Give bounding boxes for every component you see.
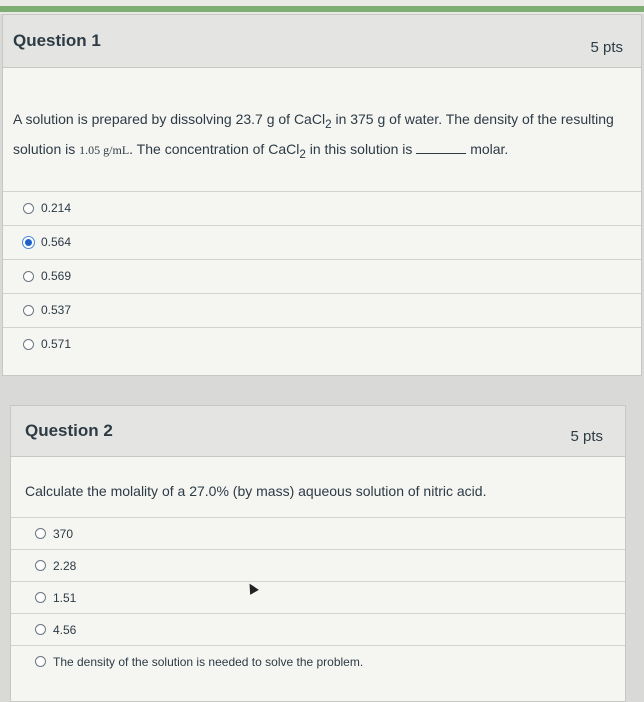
accent-bar	[0, 6, 644, 12]
radio-button[interactable]	[23, 339, 34, 350]
question-1-answers	[3, 191, 641, 361]
question-1-text: A solution is prepared by dissolving 23.7 g of CaCl$_2$ in 375 g of water. The density of the resulting solution is 1.05 g/mL. The concentration of CaCl$_2$ in this solution is molar.	[13, 111, 614, 161]
answer-option[interactable]	[3, 327, 641, 361]
answer-option[interactable]	[3, 293, 641, 327]
radio-button[interactable]	[35, 656, 46, 667]
answer-label: 0.569	[41, 269, 72, 283]
answer-option[interactable]	[11, 581, 625, 613]
answer-label: 0.571	[41, 337, 72, 351]
radio-button[interactable]	[35, 528, 46, 539]
answer-label: 0.537	[41, 303, 72, 317]
question-2-text: Calculate the molality of a 27.0% (by mass) aqueous solution of nitric acid.	[25, 483, 487, 499]
answer-label: 1.51	[53, 591, 77, 605]
radio-button[interactable]	[23, 305, 34, 316]
answer-option[interactable]	[3, 259, 641, 293]
answer-option[interactable]	[11, 549, 625, 581]
question-1-title: Question 1	[13, 31, 101, 50]
question-2-title: Question 2	[25, 421, 113, 440]
question-2-points: 5 pts	[570, 428, 603, 445]
answer-blank	[416, 141, 466, 154]
radio-button[interactable]	[23, 271, 34, 282]
radio-button-selected[interactable]	[23, 237, 34, 248]
answer-label: 4.56	[53, 623, 77, 637]
answer-label: The density of the solution is needed to solve the problem.	[53, 655, 364, 669]
radio-button[interactable]	[35, 624, 46, 635]
question-1-points: 5 pts	[590, 39, 623, 56]
answer-label: 0.214	[41, 201, 72, 215]
answer-option[interactable]	[3, 191, 641, 225]
radio-button[interactable]	[23, 203, 34, 214]
answer-label: 370	[53, 527, 74, 541]
answer-option[interactable]	[3, 225, 641, 259]
answer-label: 2.28	[53, 559, 77, 573]
answer-label: 0.564	[41, 235, 72, 249]
radio-button[interactable]	[35, 592, 46, 603]
question-1-header	[3, 15, 641, 68]
question-2-header	[11, 406, 625, 457]
answer-option[interactable]	[11, 517, 625, 549]
top-bar	[0, 0, 644, 14]
question-2-card	[10, 405, 626, 702]
answer-option[interactable]	[11, 645, 625, 677]
question-1-card	[2, 14, 642, 376]
radio-button[interactable]	[35, 560, 46, 571]
question-2-answers	[11, 517, 625, 677]
answer-option[interactable]	[11, 613, 625, 645]
